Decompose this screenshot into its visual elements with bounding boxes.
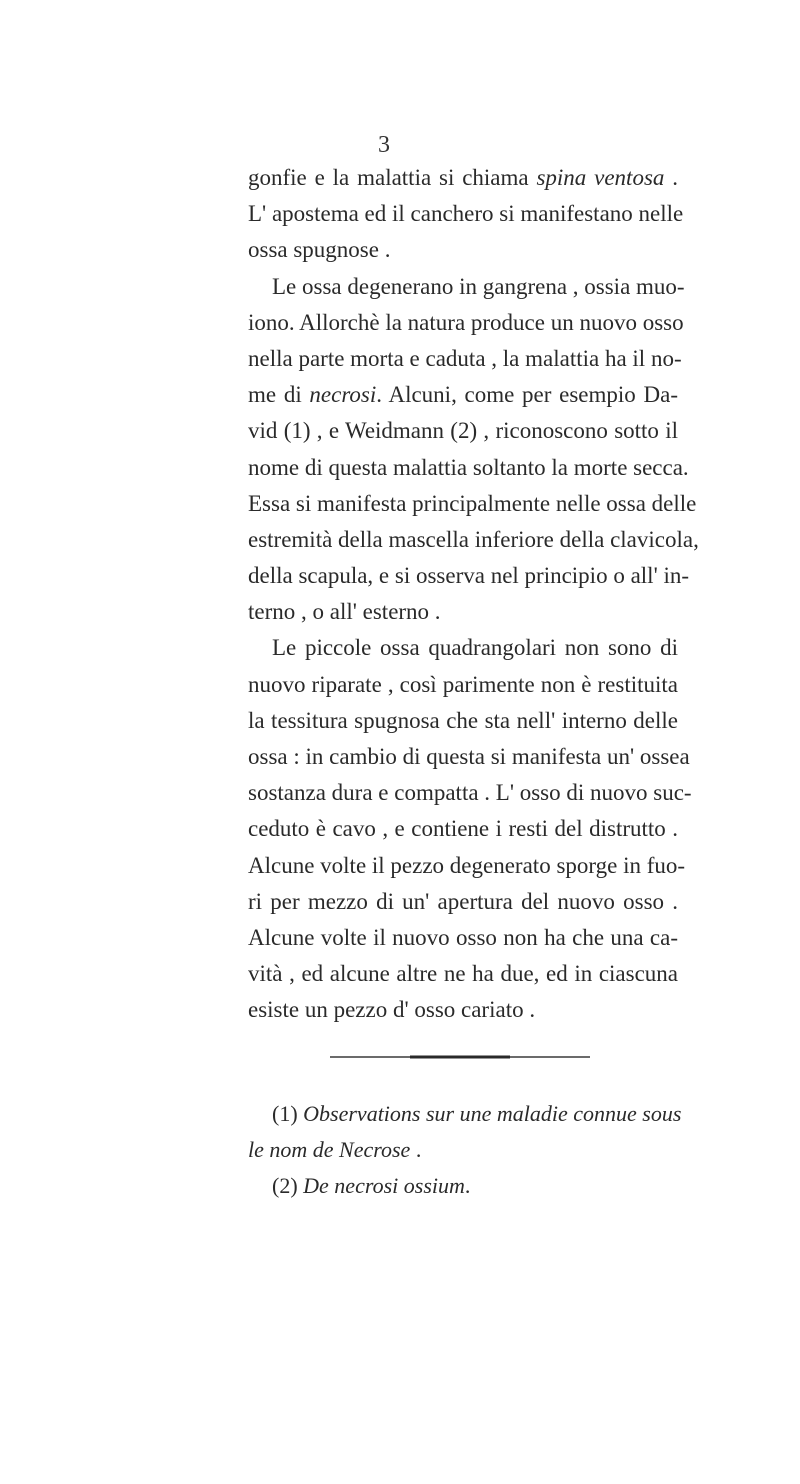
- footnote-2: [248, 1168, 678, 1204]
- footnote-title: Observations sur une maladie connue sous: [303, 1101, 682, 1126]
- text-line: iono. Allorchè la natura produce un nuovo osso: [248, 309, 684, 335]
- text-line: sostanza dura e compatta . L' osso di nuovo suc-: [248, 780, 692, 806]
- text-line: nella parte morta e caduta , la malattia ha il no-: [248, 345, 682, 371]
- text-segment: . Alcuni, come per esempio Da-: [376, 382, 678, 408]
- footnote-1-continued: [248, 1132, 678, 1168]
- body-text: [248, 160, 699, 1029]
- italic-term: necrosi: [309, 382, 377, 408]
- text-line: [248, 377, 678, 413]
- text-line: vità , ed alcune altre ne ha due, ed in ciascuna: [248, 961, 678, 987]
- footnote-1: [248, 1096, 682, 1132]
- text-line: estremità della mascella inferiore della clavicola,: [248, 526, 699, 552]
- text-line: Alcune volte il pezzo degenerato sporge in fuo-: [248, 852, 686, 878]
- text-line: ossa : in cambio di questa si manifesta un' ossea: [248, 744, 690, 769]
- text-line: Essa si manifesta principalmente nelle ossa delle: [248, 490, 697, 516]
- footnotes: [248, 1096, 682, 1204]
- text-line: la tessitura spugnosa che sta nell' interno delle: [248, 707, 678, 733]
- text-line: ri per mezzo di un' apertura del nuovo osso .: [248, 888, 678, 914]
- text-line: esiste un pezzo d' osso cariato .: [248, 997, 536, 1023]
- text-line: della scapula, e si osserva nel principio o all' in-: [248, 563, 690, 589]
- text-line: L' apostema ed il canchero si manifestano nelle: [248, 201, 684, 227]
- text-line: ossa spugnose .: [248, 237, 391, 263]
- footnote-punct: .: [410, 1137, 422, 1162]
- text-line: nome di questa malattia soltanto la morte secca.: [248, 454, 689, 480]
- footnote-marker: (1): [272, 1101, 298, 1126]
- footnote-title: le nom de Necrose: [248, 1137, 411, 1162]
- text-line: terno , o all' esterno .: [248, 599, 441, 625]
- text-line: Alcune volte il nuovo osso non ha che una ca-: [248, 924, 678, 950]
- footnote-divider: [260, 1052, 700, 1062]
- text-line: ceduto è cavo , e contiene i resti del distrutto .: [248, 816, 678, 842]
- text-line: Le ossa degenerano in gangrena , ossia muo-: [272, 273, 685, 299]
- footnote-punct: .: [464, 1173, 471, 1198]
- footnote-marker: (2): [272, 1173, 298, 1198]
- text-segment: me di: [248, 382, 310, 408]
- text-segment: gonfie e la malattia si chiama: [248, 165, 537, 190]
- text-line: Le piccole ossa quadrangolari non sono di: [272, 635, 678, 661]
- footnote-title: De necrosi ossium: [303, 1173, 465, 1198]
- page-number: 3: [378, 132, 390, 158]
- text-line: nuovo riparate , così parimente non è restituita: [248, 671, 678, 697]
- text-segment: .: [664, 165, 678, 190]
- text-line: vid (1) , e Weidmann (2) , riconoscono sotto il: [248, 418, 678, 444]
- italic-term: spina ventosa: [536, 165, 665, 190]
- text-line: [248, 160, 678, 196]
